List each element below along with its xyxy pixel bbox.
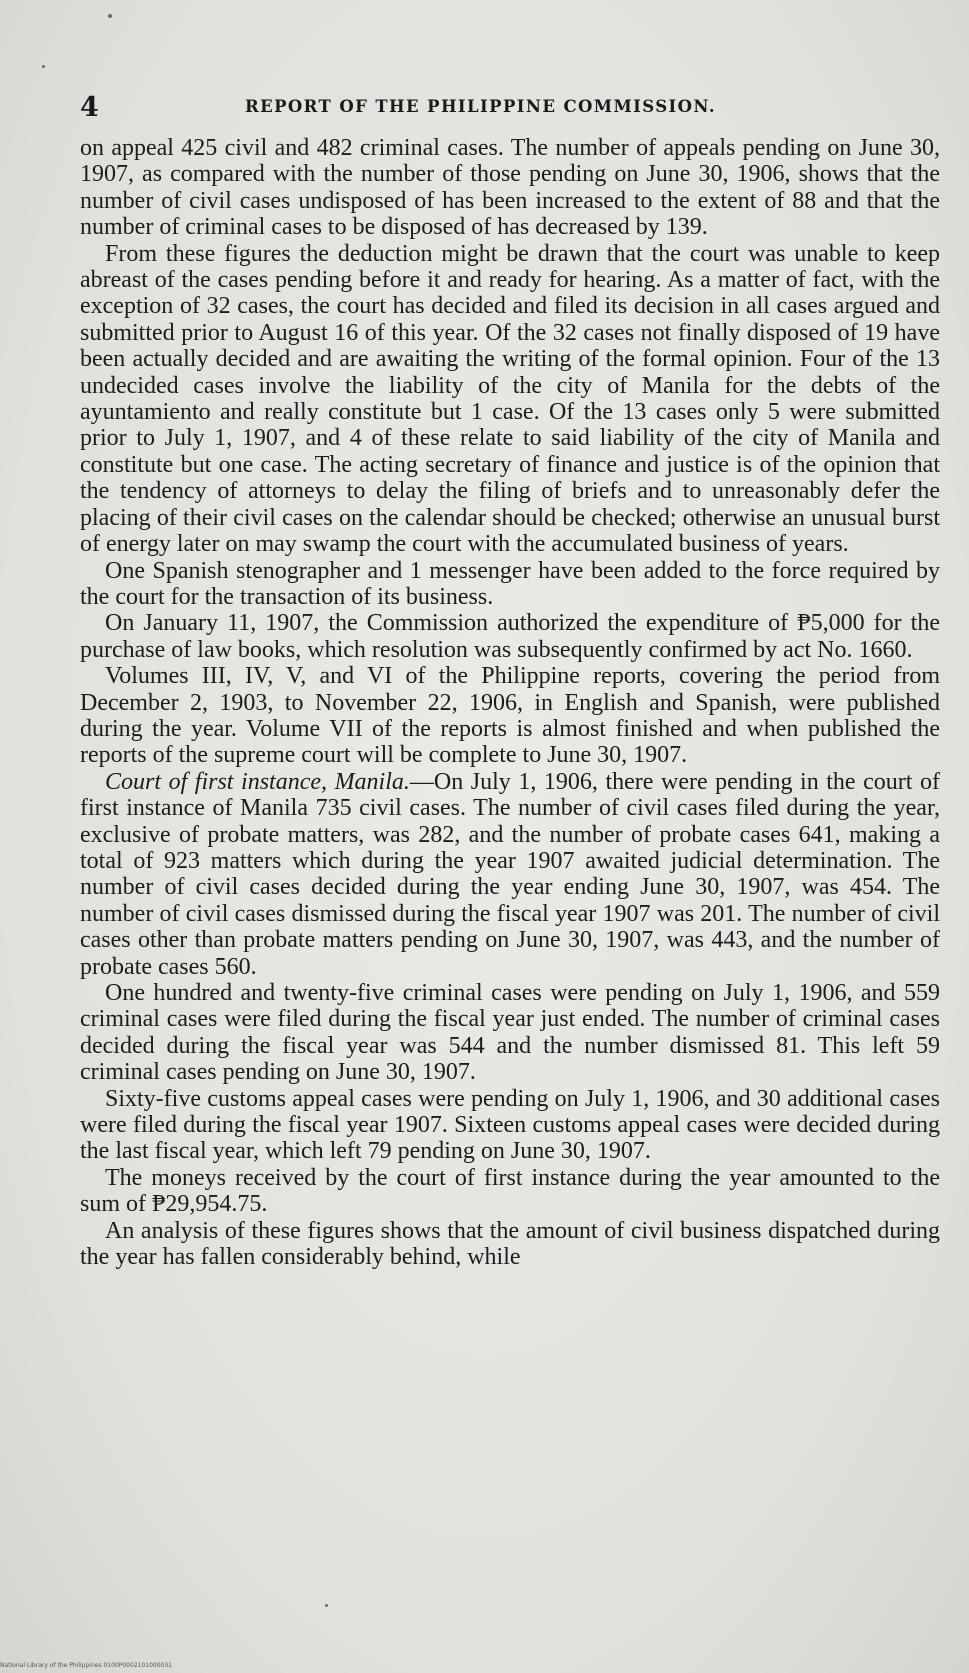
page-number: 4	[80, 92, 99, 123]
paragraph: The moneys received by the court of first instance during the year amounted to the sum of ₱29,954.75.	[80, 1164, 940, 1218]
paragraph: From these figures the deduction might be drawn that the court was unable to keep abreast of the cases pending before it and ready for hearing. As a matter of fact, with the exception of 32 cases, the court has decided and filed its decision in all cases argued and submitted prior to August 16 of this year. Of the 32 cases not finally disposed of 19 have been actually decided and are awaiting the writing of the formal opinion. Four of the 13 undecided cases involve the liability of the city of Manila for the debts of the ayuntamiento and really constitute but 1 case. Of the 13 cases only 5 were submitted prior to July 1, 1907, and 4 of these relate to said liability of the city of Manila and constitute but one case. The acting secretary of finance and justice is of the opinion that the tendency of attorneys to delay the filing of briefs and to unreasonably defer the placing of their civil cases on the calendar should be checked; otherwise an unusual burst of energy later on may swamp the court with the accumulated business of years.	[80, 240, 940, 558]
page-header	[80, 92, 890, 122]
paragraph: on appeal 425 civil and 482 criminal cases. The number of appeals pending on June 30, 1907, as compared with the number of those pending on June 30, 1906, shows that the number of civil cases undisposed of has been increased to the extent of 88 and that the number of criminal cases to be disposed of has decreased by 139.	[80, 135, 940, 241]
body-text	[80, 135, 940, 1270]
paragraph: Sixty-five customs appeal cases were pending on July 1, 1906, and 30 additional cases were filed during the fiscal year 1907. Sixteen customs appeal cases were decided during the last fiscal year, which left 79 pending on June 30, 1907.	[80, 1085, 940, 1165]
paragraph: An analysis of these figures shows that the amount of civil business dispatched during the year has fallen considerably behind, while	[80, 1217, 940, 1271]
paragraph: On January 11, 1907, the Commission authorized the expenditure of ₱5,000 for the purchase of law books, which resolution was subsequently confirmed by act No. 1660.	[80, 610, 940, 663]
section-lead-text: —On July 1, 1906, there were pending in the court of first instance of Manila 735 civil cases. The number of civil cases filed during the year, exclusive of probate matters, was 282, and the number of probate cases 641, making a total of 923 matters which during the year 1907 awaited judicial determination. The number of civil cases decided during the year ending June 30, 1907, was 454. The number of civil cases dismissed during the fiscal year 1907 was 201. The number of civil cases other than probate matters pending on June 30, 1907, was 443, and the number of probate cases 560.	[80, 768, 940, 980]
page-speck	[325, 1604, 328, 1607]
paragraph: One Spanish stenographer and 1 messenger have been added to the force required by the court for the transaction of its business.	[80, 557, 940, 610]
page-speck	[108, 14, 112, 18]
page-speck	[42, 65, 45, 68]
paragraph: Volumes III, IV, V, and VI of the Philippine reports, covering the period from December 2, 1903, to November 22, 1906, in English and Spanish, were published during the year. Volume VII of the reports is almost finished and when published the reports of the supreme court will be complete to June 30, 1907.	[80, 663, 940, 769]
paragraph: One hundred and twenty-five criminal cases were pending on July 1, 1906, and 559 criminal cases were filed during the fiscal year just ended. The number of criminal cases decided during the fiscal year was 544 and the number dismissed 81. This left 59 criminal cases pending on June 30, 1907.	[80, 980, 940, 1086]
library-footer-note: National Library of the Philippines 0100P0002101000031	[0, 1662, 172, 1669]
section-heading: Court of first instance, Manila.	[105, 768, 410, 795]
section-paragraph	[80, 769, 940, 980]
running-head: REPORT OF THE PHILIPPINE COMMISSION.	[245, 97, 716, 116]
